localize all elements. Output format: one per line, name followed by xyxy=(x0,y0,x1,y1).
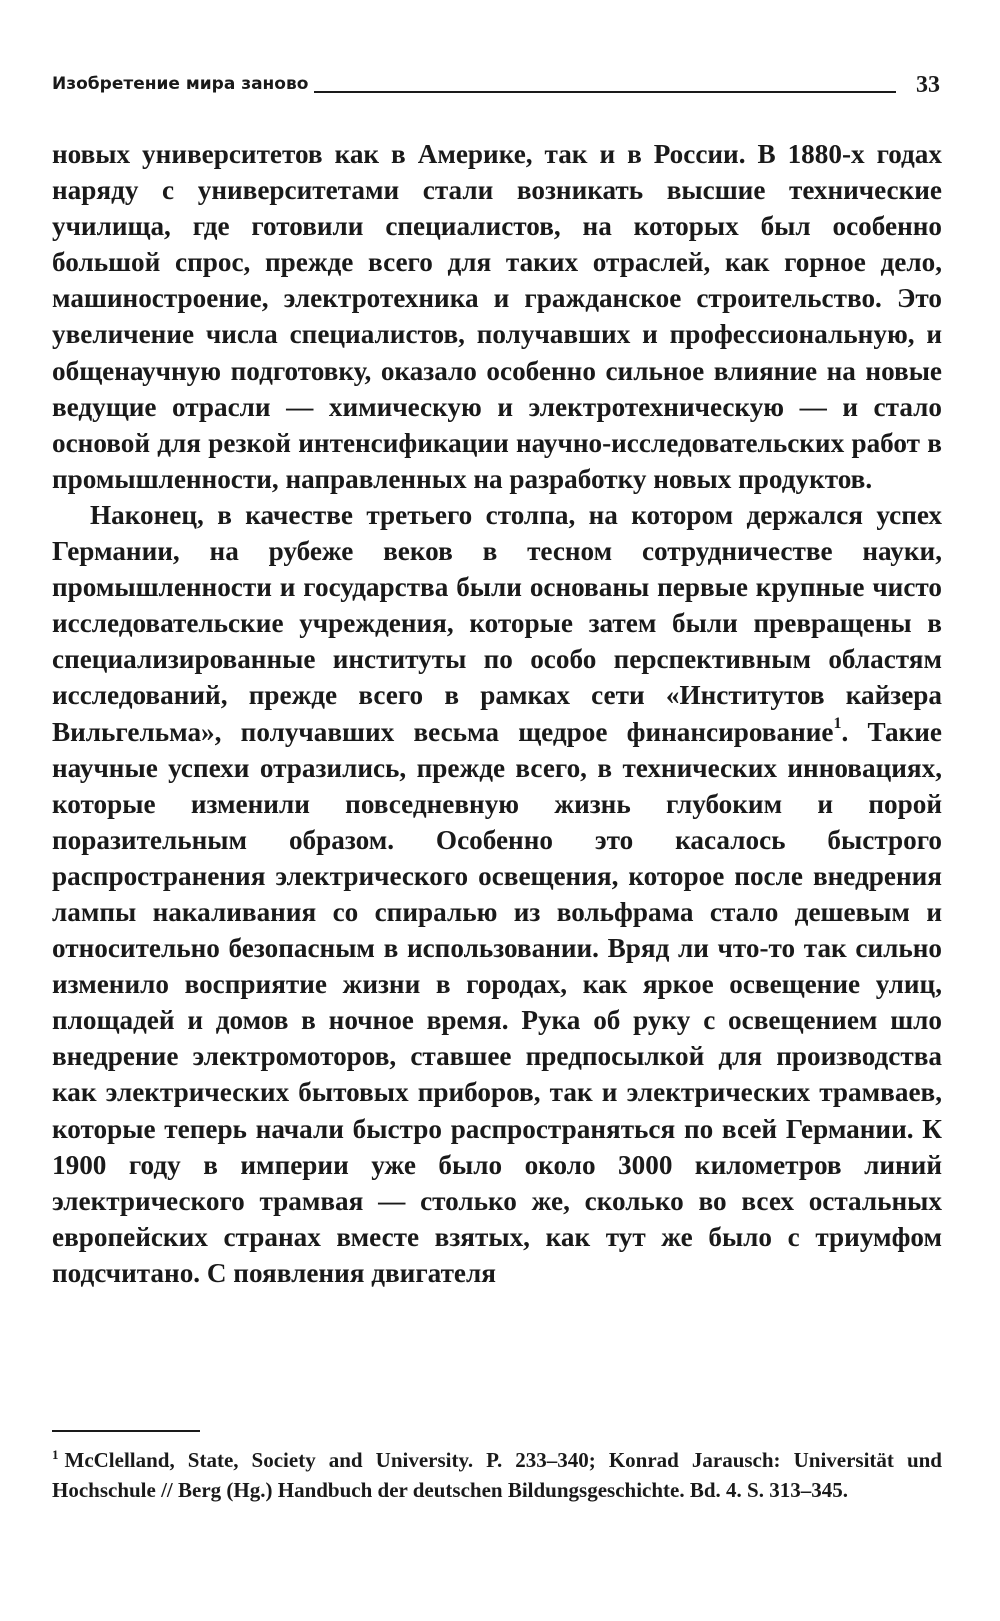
running-header xyxy=(52,74,940,98)
footnote-marker: 1 xyxy=(52,1447,59,1462)
page-number: 33 xyxy=(916,72,940,98)
footnote-text: McClelland, State, Society and University. P. 233–340; Konrad Jarausch: Universität und Hochschule // Berg (Hg.) Handbuch der deutschen Bildungsgeschichte. Bd. 4. S. 313–345. xyxy=(52,1448,942,1502)
header-rule xyxy=(314,91,896,93)
footnote-separator xyxy=(52,1430,200,1432)
paragraph-text: Наконец, в качестве третьего столпа, на котором держался успех Германии, на рубеже веков в тесном сотрудничестве науки, промышленности и государства были основаны первые крупные чисто исследовательские учреждения, которые затем были превращены в специализированные институты по особо перспективным областям исследований, прежде всего в рамках сети «Институтов кайзера Вильгельма», получавших весьма щедрое финансирование xyxy=(52,499,942,747)
paragraph xyxy=(52,136,942,497)
running-title: Изобретение мира заново xyxy=(52,74,309,94)
paragraph-text: новых университетов как в Америке, так и в России. В 1880-х годах наряду с университетами стали возникать высшие технические училища, где готовили специалистов, на которых был особенно большой спрос, прежде всего для таких отраслей, как горное дело, машиностроение, электротехника и гражданское строительство. Это увеличение числа специалистов, получавших и профессиональную, и общенаучную подготовку, оказало особенно сильное влияние на новые ведущие отрасли — химическую и электротехническую — и стало основой для резкой интенсификации научно-исследовательских работ в промышленности, направленных на разработку новых продуктов. xyxy=(52,139,942,494)
footnote-reference[interactable]: 1 xyxy=(833,715,842,733)
paragraph-text: . Такие научные успехи отразились, прежде всего, в технических инновациях, которые изменили повседневную жизнь глубоким и порой поразительным образом. Особенно это касалось быстрого распространения электрического освещения, которое после внедрения лампы накаливания со спиралью из вольфрама стало дешевым и относительно безопасным в использовании. Вряд ли что-то так сильно изменило восприятие жизни в городах, как яркое освещение улиц, площадей и домов в ночное время. Рука об руку с освещением шло внедрение электромоторов, ставшее предпосылкой для производства как электрических бытовых приборов, так и электрических трамваев, которые теперь начали быстро распространяться по всей Германии. К 1900 году в империи уже было около 3000 километров линий электрического трамвая — столько же, сколько во всех остальных европейских странах вместе взятых, как тут же было с триумфом подсчитано. С появления двигателя xyxy=(52,716,942,1288)
paragraph xyxy=(52,497,942,1291)
footnote xyxy=(52,1445,942,1505)
body-text xyxy=(52,136,942,1291)
